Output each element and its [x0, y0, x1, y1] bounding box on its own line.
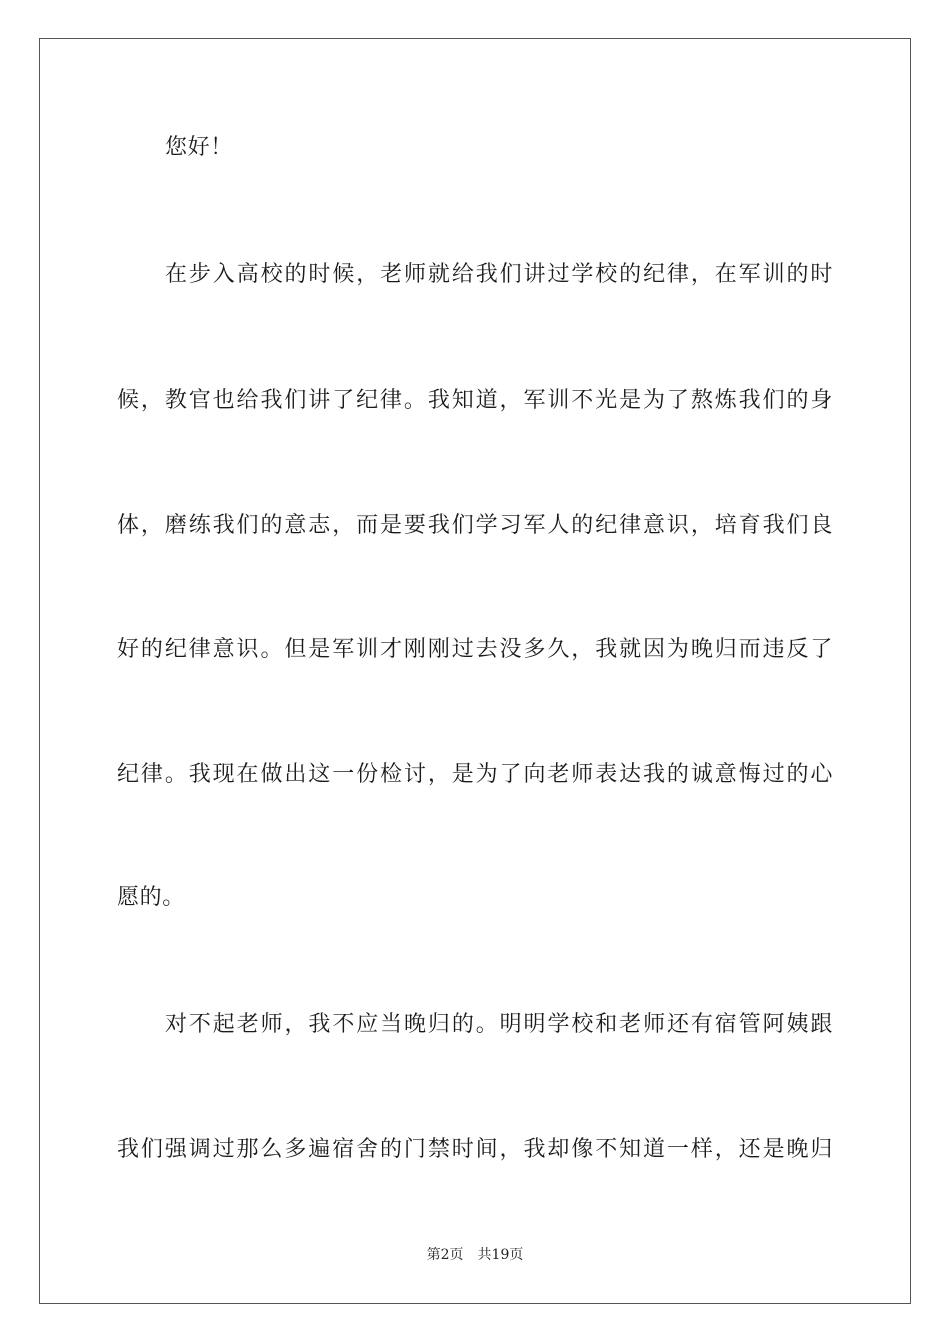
paragraph-1-line-3: 体，磨练我们的意志，而是要我们学习军人的纪律意识，培育我们良 — [117, 513, 833, 538]
page-number: 第2页 — [426, 1247, 464, 1263]
paragraph-1-line-1: 在步入高校的时候，老师就给我们讲过学校的纪律，在军训的时 — [165, 262, 833, 287]
paragraph-2-line-1: 对不起老师，我不应当晚归的。明明学校和老师还有宿管阿姨跟 — [165, 1012, 833, 1037]
paragraph-1-line-2: 候，教官也给我们讲了纪律。我知道，军训不光是为了熬炼我们的身 — [117, 388, 833, 413]
paragraph-2-line-2: 我们强调过那么多遍宿舍的门禁时间，我却像不知道一样，还是晚归 — [117, 1137, 833, 1162]
greeting-line: 您好！ — [165, 135, 233, 160]
paragraph-1-line-6: 愿的。 — [117, 885, 185, 910]
page-frame — [39, 38, 911, 1304]
paragraph-1-line-4: 好的纪律意识。但是军训才刚刚过去没多久，我就因为晚归而违反了 — [117, 637, 833, 662]
total-pages: 共19页 — [477, 1247, 524, 1263]
page-footer — [0, 1246, 950, 1264]
paragraph-1-line-5: 纪律。我现在做出这一份检讨，是为了向老师表达我的诚意悔过的心 — [117, 762, 833, 787]
